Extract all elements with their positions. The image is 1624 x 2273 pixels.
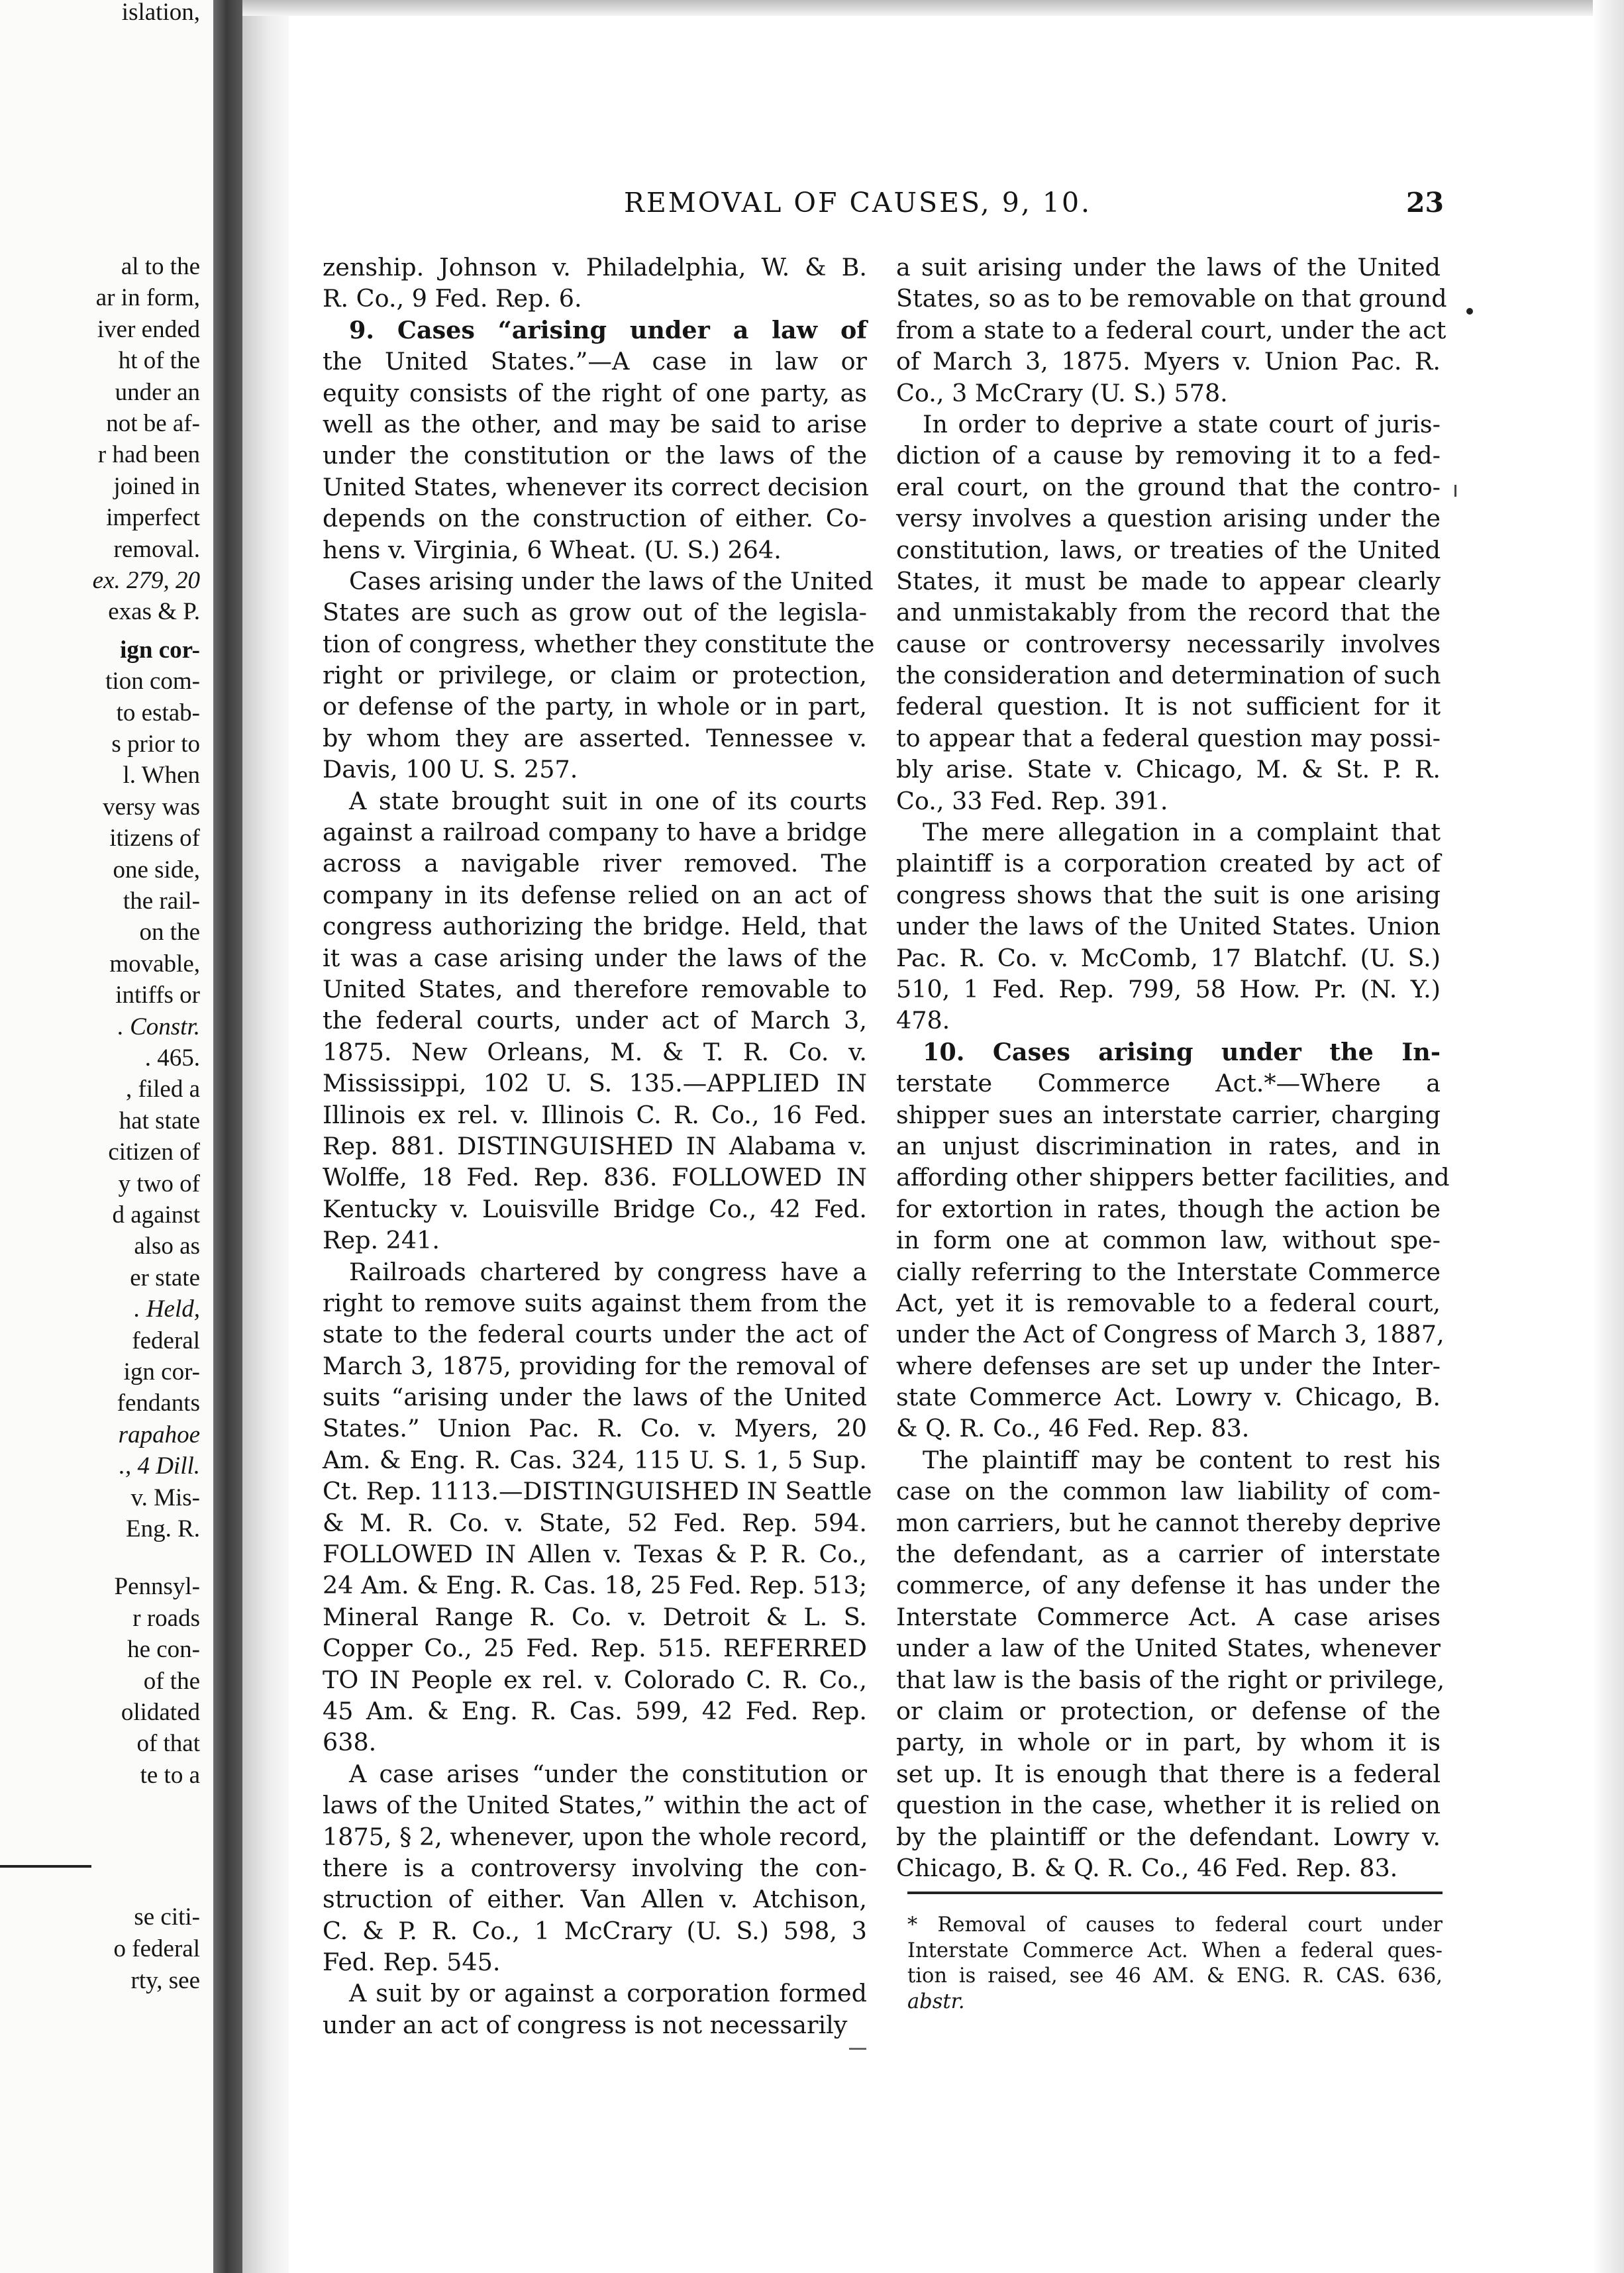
text-line: States, it must be made to appear clearly: [896, 566, 1441, 595]
text-line: A state brought suit in one of its courts: [349, 786, 867, 815]
text-line: cause or controversy necessarily involves: [896, 629, 1441, 658]
facing-page-line: of that: [136, 1730, 200, 1758]
page-curl-shadow: [242, 0, 289, 2273]
text-line: to appear that a federal question may possi-: [896, 723, 1441, 752]
text-line: eral court, on the ground that the contro-: [896, 472, 1441, 501]
text-line: R. Co., 9 Fed. Rep. 6.: [323, 284, 582, 313]
text-line: the consideration and determination of such: [896, 661, 1441, 690]
footnote-line: * Removal of causes to federal court under: [907, 1913, 1443, 1937]
facing-page-line: movable,: [109, 950, 200, 978]
text-line: under a law of the United States, whenever: [896, 1634, 1441, 1663]
text-line: against a railroad company to have a bridge: [323, 818, 867, 847]
facing-page-fragment: [0, 0, 213, 2273]
facing-page-line: v. Mis-: [130, 1484, 200, 1511]
text-line: Co., 33 Fed. Rep. 391.: [896, 786, 1168, 815]
text-line: zenship. Johnson v. Philadelphia, W. & B.: [323, 253, 867, 281]
text-line: for extortion in rates, though the action be: [896, 1194, 1441, 1223]
text-line: company in its defense relied on an act of: [323, 880, 867, 909]
facing-page-line: ign cor-: [120, 636, 200, 664]
text-line: where defenses are set up under the Inter-: [896, 1351, 1441, 1380]
facing-page-line: tion com-: [105, 668, 200, 695]
text-line: or defense of the party, in whole or in part,: [323, 692, 867, 721]
text-line: 45 Am. & Eng. R. Cas. 599, 42 Fed. Rep.: [323, 1696, 867, 1725]
facing-page-line: ex. 279, 20: [92, 567, 200, 594]
page-number: 23: [1405, 187, 1444, 219]
facing-page-line: fendants: [117, 1389, 200, 1417]
text-line: 10. Cases arising under the In-: [923, 1037, 1441, 1066]
facing-page-line: versy was: [103, 793, 200, 821]
facing-page-line: islation,: [121, 0, 200, 26]
facing-page-line: o federal: [113, 1935, 200, 1962]
facing-page-footnote-rule: [0, 1865, 91, 1868]
facing-page-line: hat state: [119, 1107, 200, 1135]
text-line: right to remove suits against them from the: [323, 1288, 867, 1317]
text-line: or claim or protection, or defense of the: [896, 1696, 1441, 1725]
facing-page-line: exas & P.: [108, 598, 200, 626]
text-line: in form one at common law, without spe-: [896, 1226, 1441, 1255]
facing-page-line: ar in form,: [95, 284, 200, 312]
facing-page-line: the rail-: [123, 887, 200, 915]
facing-page-line: not be af-: [106, 410, 200, 437]
facing-page-line: Eng. R.: [125, 1515, 200, 1542]
text-line: depends on the construction of either. Co-: [323, 504, 867, 533]
text-line: In order to deprive a state court of juris-: [923, 409, 1441, 438]
text-line: Am. & Eng. R. Cas. 324, 115 U. S. 1, 5 Sup.: [323, 1445, 867, 1474]
facing-page-line: r roads: [132, 1604, 200, 1632]
text-line: Interstate Commerce Act. A case arises: [896, 1602, 1441, 1631]
text-line: under the constitution or the laws of the: [323, 441, 867, 470]
running-head: [624, 187, 1444, 227]
facing-page-line: olidated: [121, 1699, 200, 1726]
text-line: party, in whole or in part, by whom it is: [896, 1728, 1441, 1757]
text-line: mon carriers, but he cannot thereby deprive: [896, 1508, 1441, 1537]
right-page-edge: [1593, 0, 1624, 2273]
text-line: Cases arising under the laws of the United: [349, 566, 874, 595]
text-line: FOLLOWED IN Allen v. Texas & P. R. Co.,: [323, 1540, 867, 1569]
text-line: Rep. 881. DISTINGUISHED IN Alabama v.: [323, 1131, 867, 1160]
footnote: [907, 1913, 1443, 2015]
facing-page-line: . Constr.: [117, 1013, 200, 1040]
text-line: an unjust discrimination in rates, and in: [896, 1131, 1441, 1160]
text-line: constitution, laws, or treaties of the United: [896, 535, 1441, 564]
facing-page-line: Pennsyl-: [114, 1573, 200, 1601]
text-line: by whom they are asserted. Tennessee v.: [323, 723, 867, 752]
text-line: 638.: [323, 1728, 377, 1757]
running-title: REMOVAL OF CAUSES, 9, 10.: [624, 187, 1092, 219]
facing-page-line: under an: [115, 378, 200, 406]
text-line: Davis, 100 U. S. 257.: [323, 755, 578, 784]
text-line: the United States.”—A case in law or: [323, 347, 867, 376]
facing-page-line: d against: [112, 1201, 200, 1229]
text-line: United States, whenever its correct decision: [323, 472, 869, 501]
ink-dash-mark: [849, 2048, 866, 2050]
text-line: struction of either. Van Allen v. Atchison,: [323, 1885, 867, 1914]
facing-page-line: ht of the: [118, 347, 200, 375]
footnote-line: abstr.: [907, 1990, 965, 2013]
text-line: of March 3, 1875. Myers v. Union Pac. R.: [896, 347, 1441, 376]
facing-page-line: intiffs or: [115, 982, 200, 1009]
text-line: case on the common law liability of com-: [896, 1477, 1441, 1506]
facing-page-line: ., 4 Dill.: [119, 1452, 200, 1480]
facing-page-line: r had been: [97, 441, 200, 469]
facing-page-line: he con-: [127, 1636, 200, 1664]
text-line: under the Act of Congress of March 3, 1887,: [896, 1320, 1445, 1349]
text-line: Rep. 241.: [323, 1226, 440, 1255]
facing-page-line: al to the: [121, 253, 200, 280]
text-line: across a navigable river removed. The: [323, 849, 867, 878]
text-line: terstate Commerce Act.*—Where a: [896, 1069, 1441, 1098]
facing-page-line: one side,: [113, 856, 200, 884]
text-line: and unmistakably from the record that the: [896, 598, 1441, 627]
facing-page-line: also as: [134, 1233, 200, 1260]
top-edge-shadow: [242, 0, 1624, 16]
text-line: Act, yet it is removable to a federal court,: [896, 1288, 1441, 1317]
text-line: there is a controversy involving the con-: [323, 1853, 867, 1882]
book-gutter: [213, 0, 242, 2273]
facing-page-line: federal: [132, 1327, 200, 1354]
text-line: bly arise. State v. Chicago, M. & St. P. R.: [896, 755, 1441, 784]
text-line: United States, and therefore removable to: [323, 974, 867, 1003]
text-line: Illinois ex rel. v. Illinois C. R. Co., 16 Fed.: [323, 1100, 867, 1129]
text-line: diction of a cause by removing it to a fed-: [896, 441, 1441, 470]
text-line: the federal courts, under act of March 3,: [323, 1006, 867, 1035]
text-line: Pac. R. Co. v. McComb, 17 Blatchf. (U. S.): [896, 943, 1441, 972]
text-line: Wolffe, 18 Fed. Rep. 836. FOLLOWED IN: [323, 1163, 867, 1192]
text-line: 478.: [896, 1006, 950, 1035]
facing-page-line: ign cor-: [123, 1358, 200, 1386]
facing-page-line: te to a: [140, 1761, 200, 1789]
text-line: congress authorizing the bridge. Held, that: [323, 912, 867, 941]
facing-page-line: removal.: [113, 535, 200, 563]
text-line: affording other shippers better facilities, and: [896, 1163, 1450, 1192]
facing-page-line: on the: [139, 919, 200, 946]
footnote-line: tion is raised, see 46 AM. & ENG. R. CAS. 636,: [907, 1964, 1443, 1988]
text-line: & Q. R. Co., 46 Fed. Rep. 83.: [896, 1414, 1250, 1443]
text-line: C. & P. R. Co., 1 McCrary (U. S.) 598, 3: [323, 1916, 867, 1945]
text-line: Mississippi, 102 U. S. 135.—APPLIED IN: [323, 1069, 867, 1098]
facing-page-line: y two of: [118, 1170, 200, 1197]
text-line: that law is the basis of the right or privilege,: [896, 1665, 1445, 1694]
text-line: congress shows that the suit is one arising: [896, 880, 1441, 909]
facing-page-line: rty, see: [130, 1967, 200, 1994]
text-line: under an act of congress is not necessarily: [323, 2010, 848, 2039]
text-line: Copper Co., 25 Fed. Rep. 515. REFERRED: [323, 1634, 867, 1663]
text-line: under the laws of the United States. Union: [896, 912, 1441, 941]
text-line: tion of congress, whether they constitute the: [323, 629, 875, 658]
text-line: Mineral Range R. Co. v. Detroit & L. S.: [323, 1602, 867, 1631]
text-line: TO IN People ex rel. v. Colorado C. R. Co.,: [323, 1665, 867, 1694]
facing-page-line: imperfect: [106, 504, 200, 532]
facing-page-line: s prior to: [111, 731, 200, 758]
facing-page-line: of the: [143, 1667, 200, 1695]
facing-page-line: itizens of: [109, 825, 200, 852]
footnote-rule: [907, 1892, 1443, 1894]
text-line: state Commerce Act. Lowry v. Chicago, B.: [896, 1383, 1441, 1412]
facing-page-line: , filed a: [126, 1076, 200, 1103]
text-line: Chicago, B. & Q. R. Co., 46 Fed. Rep. 83.: [896, 1853, 1398, 1882]
text-line: from a state to a federal court, under the act: [896, 315, 1446, 344]
ink-tick-mark: [1454, 485, 1456, 497]
text-line: by the plaintiff or the defendant. Lowry v.: [896, 1822, 1441, 1851]
text-line: 24 Am. & Eng. R. Cas. 18, 25 Fed. Rep. 513;: [323, 1571, 868, 1600]
text-line: States, so as to be removable on that ground: [896, 284, 1447, 313]
text-line: well as the other, and may be said to arise: [323, 409, 867, 438]
text-line: Fed. Rep. 545.: [323, 1948, 501, 1977]
text-line: hens v. Virginia, 6 Wheat. (U. S.) 264.: [323, 535, 782, 564]
text-line: Ct. Rep. 1113.—DISTINGUISHED IN Seattle: [323, 1477, 872, 1506]
text-line: Co., 3 McCrary (U. S.) 578.: [896, 378, 1228, 407]
text-line: 9. Cases “arising under a law of: [349, 315, 867, 344]
text-line: 510, 1 Fed. Rep. 799, 58 How. Pr. (N. Y.): [896, 974, 1441, 1003]
facing-page-line: . Held,: [134, 1295, 200, 1323]
text-line: versy involves a question arising under the: [896, 504, 1441, 533]
text-line: States are such as grow out of the legisla-: [323, 598, 867, 627]
text-line: & M. R. Co. v. State, 52 Fed. Rep. 594.: [323, 1508, 867, 1537]
text-line: right or privilege, or claim or protection,: [323, 661, 867, 690]
text-line: The plaintiff may be content to rest his: [923, 1445, 1441, 1474]
facing-page-line: l. When: [123, 762, 200, 789]
text-line: shipper sues an interstate carrier, charging: [896, 1100, 1441, 1129]
text-line: it was a case arising under the laws of the: [323, 943, 867, 972]
text-line: a suit arising under the laws of the United: [896, 253, 1441, 281]
text-line: Kentucky v. Louisville Bridge Co., 42 Fed.: [323, 1194, 867, 1223]
text-line: States.” Union Pac. R. Co. v. Myers, 20: [323, 1414, 867, 1443]
text-line: A suit by or against a corporation formed: [349, 1979, 867, 2008]
text-line: set up. It is enough that there is a federal: [896, 1759, 1441, 1788]
facing-page-line: to estab-: [116, 699, 200, 727]
facing-page-line: iver ended: [97, 315, 200, 343]
text-line: state to the federal courts under the act of: [323, 1320, 867, 1349]
facing-page-line: rapahoe: [118, 1421, 200, 1448]
text-line: 1875, § 2, whenever, upon the whole record,: [323, 1822, 868, 1851]
text-line: Railroads chartered by congress have a: [349, 1257, 867, 1286]
text-line: The mere allegation in a complaint that: [923, 818, 1441, 847]
left-text-column: [323, 252, 875, 2041]
footnote-line: Interstate Commerce Act. When a federal ques-: [907, 1939, 1443, 1962]
facing-page-line: citizen of: [108, 1138, 200, 1166]
text-line: question in the case, whether it is relied on: [896, 1791, 1441, 1820]
text-line: A case arises “under the constitution or: [349, 1759, 867, 1788]
facing-page-line: er state: [130, 1264, 200, 1291]
text-line: March 3, 1875, providing for the removal of: [323, 1351, 867, 1380]
text-line: cially referring to the Interstate Commerce: [896, 1257, 1441, 1286]
text-line: equity consists of the right of one party, as: [323, 378, 867, 407]
text-line: suits “arising under the laws of the United: [323, 1383, 867, 1412]
facing-page-line: . 465.: [144, 1044, 200, 1072]
text-line: plaintiff is a corporation created by act of: [896, 849, 1441, 878]
text-line: commerce, of any defense it has under the: [896, 1571, 1441, 1600]
facing-page-line: joined in: [113, 472, 200, 500]
facing-page-line: se citi-: [134, 1903, 200, 1931]
text-line: federal question. It is not sufficient for it: [896, 692, 1441, 721]
text-line: 1875. New Orleans, M. & T. R. Co. v.: [323, 1037, 867, 1066]
ink-dot-mark: [1466, 308, 1473, 315]
right-text-column: [896, 252, 1450, 1884]
text-line: laws of the United States,” within the act of: [323, 1791, 867, 1820]
text-line: the defendant, as a carrier of interstate: [896, 1540, 1441, 1569]
